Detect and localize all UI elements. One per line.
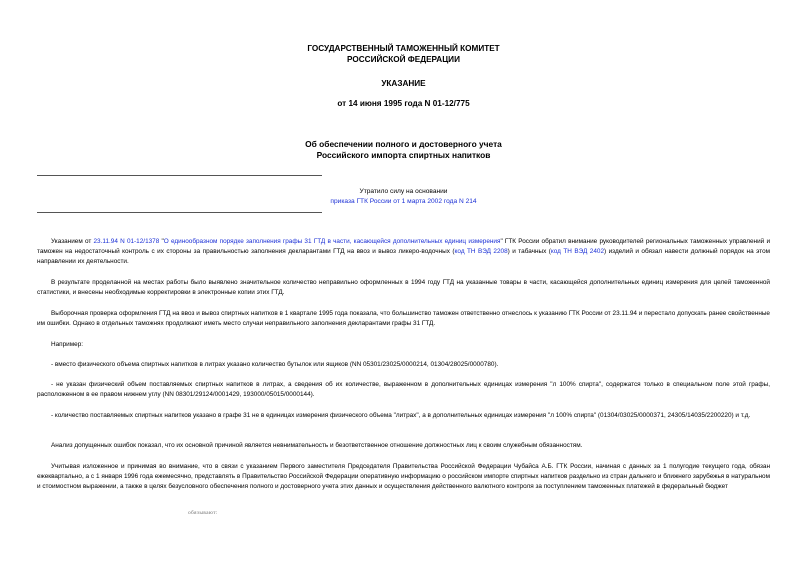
issuer-line-1: ГОСУДАРСТВЕННЫЙ ТАМОЖЕННЫЙ КОМИТЕТ [307,44,500,53]
p1-text-d: ) и табачных ( [507,248,551,256]
document-title-line-2: Российского импорта спиртных напитков [316,150,491,160]
ref-link-code-2402[interactable]: код ТН ВЭД 2402 [550,248,604,256]
document-type: УКАЗАНИЕ [381,79,426,88]
p6-text: - не указан физический объем поставляемых спиртных напитков в литрах, а сведения об их количестве, выраженном в дополнительных единицах измерения "л 100% спирта", содержатся только в специальном поле этой графы, расположенном в ее правом нижнем углу (NN 08301/29124/0001429, 193000/05015/0000144). [37,381,770,399]
divider-top [37,175,322,176]
paragraph-3 [37,309,770,329]
p3-text: Выборочная проверка оформления ГТД на ввоз и вывоз спиртных напитков в 1 квартале 1995 года показала, что большинство таможен ответственно отнеслось к указанию ГТК России от 23.11.94 и перестало допускать ранее свойственные им ошибки. Однако в отдельных таможнях продолжают иметь место случаи неправильного заполнения декларантами графы 31 ГТД. [37,310,770,328]
p1-text-c: " ГТК России обратил внимание руководителей региональных таможенных управлений и таможен на недостаточный контроль с их стороны за правильностью заполнения декларантами ГТД на ввоз и вывоз ликеро-водочных ( [37,238,771,256]
issuer-line-2: РОССИЙСКОЙ ФЕДЕРАЦИИ [347,55,460,64]
p5-text: - вместо физического объема спиртных напитков в литрах указано количество бутылок или ящиков (NN 05301/23025/0000214, 01304/28025/0000780). [51,361,499,368]
p7-text: - количество поставляемых спиртных напитков указано в графе 31 не в единицах измерения физического объема "литрах", а в дополнительных единицах измерения "л 100% спирта" (01304/03025/0000371, 24305/14035/2200220) и т.д. [51,412,751,419]
p1-text-a: Указанием от [51,238,94,245]
divider-bottom [37,212,322,213]
ref-link-decree-title[interactable]: О единообразном порядке заполнения графы 31 ГТД в части, касающейся дополнительных единиц измерения [163,238,501,245]
document-title-line-1: Об обеспечении полного и достоверного учета [305,139,502,149]
validity-note: Утратило силу на основании [359,188,448,195]
document-date-number: от 14 июня 1995 года N 01-12/775 [337,99,470,108]
continuation-word: обязывают: [188,510,218,516]
paragraph-6 [37,380,770,400]
p2-text: В результате проделанной на местах работы было выявлено значительное количество неправильно оформленных в 1994 году ГТД на указанные товары в части, касающейся дополнительных единиц измерения для целей таможенной статистики, и внесены необходимые корректировки в электронные копии этих ГТД. [37,279,770,297]
paragraph-7 [37,411,770,421]
p8-text: Анализ допущенных ошибок показал, что их основной причиной является невнимательность и безответственное отношение должностных лиц к своим служебным обязанностям. [51,442,583,449]
validity-link-wrap [0,197,807,206]
p1-text-e: ) изделий и обязал навести должный порядок на этом направлении их деятельности. [37,248,771,266]
paragraph-4 [37,340,770,350]
p1-text-b: " [159,238,164,245]
paragraph-9 [37,462,770,493]
paragraph-1 [37,237,770,268]
paragraph-2 [37,278,770,298]
p9-text: Учитывая изложенное и принимая во внимание, что в связи с указанием Первого заместителя Председателя Правительства Российской Федерации Чубайса А.Б. ГТК России, начиная с данных за 1 полугодие текущего года, обязан ежеквартально, а с 1 января 1996 года ежемесячно, представлять в Правительство Российской Федерации оперативную информацию о российском импорте спиртных напитков раздельно из стран дальнего и ближнего зарубежья в натуральном и стоимостном выражении, а также в целях безусловного обеспечения полного и достоверного учета этих данных и осуществления действенного валютного контроля за поступлением таможенных платежей в федеральный бюджет [37,463,770,491]
paragraph-8 [37,441,770,451]
paragraph-5 [37,360,770,370]
validity-order-link[interactable]: приказа ГТК России от 1 марта 2002 года N 214 [330,198,477,205]
ref-link-decree-date[interactable]: 23.11.94 N 01-12/1378 [93,238,160,245]
ref-link-code-2208[interactable]: код ТН ВЭД 2208 [454,248,508,256]
p4-text: Например: [51,341,84,348]
